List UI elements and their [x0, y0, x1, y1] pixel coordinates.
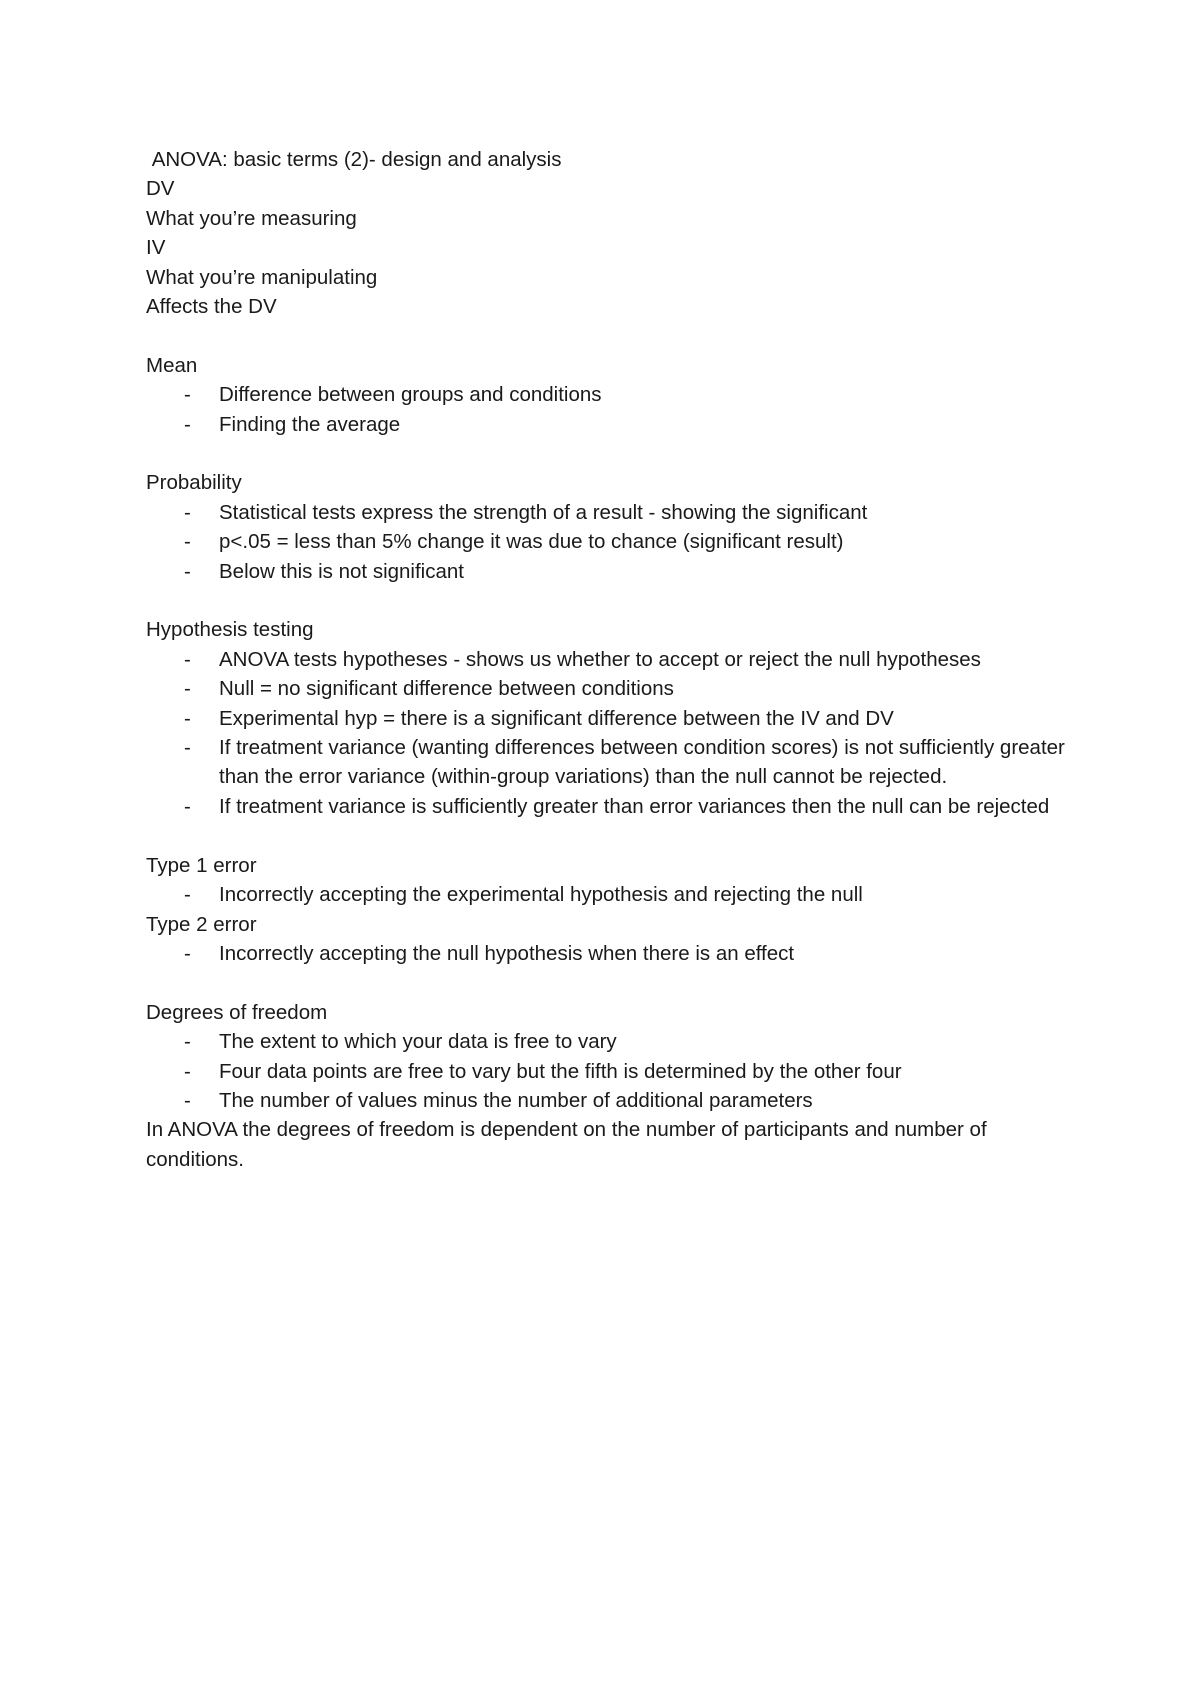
list-item	[146, 1027, 1076, 1056]
list-item-text: ANOVA tests hypotheses - shows us whether to accept or reject the null hypotheses	[219, 647, 981, 671]
list-item	[146, 527, 1076, 556]
list-item	[146, 1057, 1076, 1086]
list-item-text: If treatment variance (wanting differences between condition scores) is not sufficiently greater than the error variance (within-group variations) than the null cannot be rejected.	[219, 736, 1065, 789]
document-body	[146, 145, 1076, 1174]
section-heading-type2: Type 2 error	[146, 912, 257, 936]
type2-list	[146, 939, 1076, 968]
dash-bullet: -	[184, 941, 191, 965]
dash-bullet: -	[184, 706, 191, 730]
type1-list	[146, 880, 1076, 909]
list-item-text: Four data points are free to vary but the fifth is determined by the other four	[219, 1059, 902, 1083]
list-item-text: If treatment variance is sufficiently greater than error variances then the null can be rejected	[219, 794, 1050, 818]
section-heading-mean: Mean	[146, 353, 198, 377]
hypothesis-list	[146, 645, 1076, 821]
section-heading-type1: Type 1 error	[146, 853, 257, 877]
term-dv-description: What you’re measuring	[146, 206, 357, 230]
dash-bullet: -	[184, 559, 191, 583]
list-item-text: The extent to which your data is free to vary	[219, 1030, 617, 1054]
list-item-text: Difference between groups and conditions	[219, 383, 602, 407]
dash-bullet: -	[184, 883, 191, 907]
list-item	[146, 645, 1076, 674]
dash-bullet: -	[184, 647, 191, 671]
dash-bullet: -	[184, 383, 191, 407]
blank-line	[146, 439, 1076, 468]
dash-bullet: -	[184, 1030, 191, 1054]
list-item-text: Experimental hyp = there is a significant difference between the IV and DV	[219, 706, 894, 730]
section-heading-hypothesis: Hypothesis testing	[146, 618, 314, 642]
list-item-text: Null = no significant difference between conditions	[219, 677, 674, 701]
term-dv: DV	[146, 177, 175, 201]
list-item-text: The number of values minus the number of additional parameters	[219, 1088, 813, 1112]
dash-bullet: -	[184, 736, 191, 760]
section-heading-degrees-of-freedom: Degrees of freedom	[146, 1000, 328, 1024]
list-item	[146, 733, 1076, 792]
document-title: ANOVA: basic terms (2)- design and analysis	[146, 148, 562, 171]
term-iv: IV	[146, 236, 166, 260]
list-item-text: p<.05 = less than 5% change it was due to chance (significant result)	[219, 530, 844, 554]
blank-line	[146, 586, 1076, 615]
probability-list	[146, 498, 1076, 586]
list-item	[146, 410, 1076, 439]
dash-bullet: -	[184, 530, 191, 554]
list-item	[146, 1086, 1076, 1115]
blank-line	[146, 968, 1076, 997]
dash-bullet: -	[184, 794, 191, 818]
dash-bullet: -	[184, 500, 191, 524]
dash-bullet: -	[184, 677, 191, 701]
mean-list	[146, 380, 1076, 439]
degrees-of-freedom-closing: In ANOVA the degrees of freedom is dependent on the number of participants and number of conditions.	[146, 1118, 993, 1171]
dash-bullet: -	[184, 1059, 191, 1083]
list-item	[146, 939, 1076, 968]
blank-line	[146, 821, 1076, 850]
list-item	[146, 380, 1076, 409]
blank-line	[146, 321, 1076, 350]
dash-bullet: -	[184, 412, 191, 436]
list-item-text: Incorrectly accepting the experimental hypothesis and rejecting the null	[219, 883, 863, 907]
section-heading-probability: Probability	[146, 471, 242, 495]
list-item	[146, 880, 1076, 909]
term-iv-affects: Affects the DV	[146, 295, 277, 319]
term-iv-description: What you’re manipulating	[146, 265, 378, 289]
list-item-text: Incorrectly accepting the null hypothesis when there is an effect	[219, 941, 795, 965]
list-item	[146, 704, 1076, 733]
list-item-text: Finding the average	[219, 412, 401, 436]
dof-list	[146, 1027, 1076, 1115]
list-item-text: Statistical tests express the strength of a result - showing the significant	[219, 500, 868, 524]
list-item	[146, 792, 1076, 821]
list-item	[146, 674, 1076, 703]
list-item	[146, 498, 1076, 527]
dash-bullet: -	[184, 1088, 191, 1112]
list-item	[146, 557, 1076, 586]
list-item-text: Below this is not significant	[219, 559, 464, 583]
